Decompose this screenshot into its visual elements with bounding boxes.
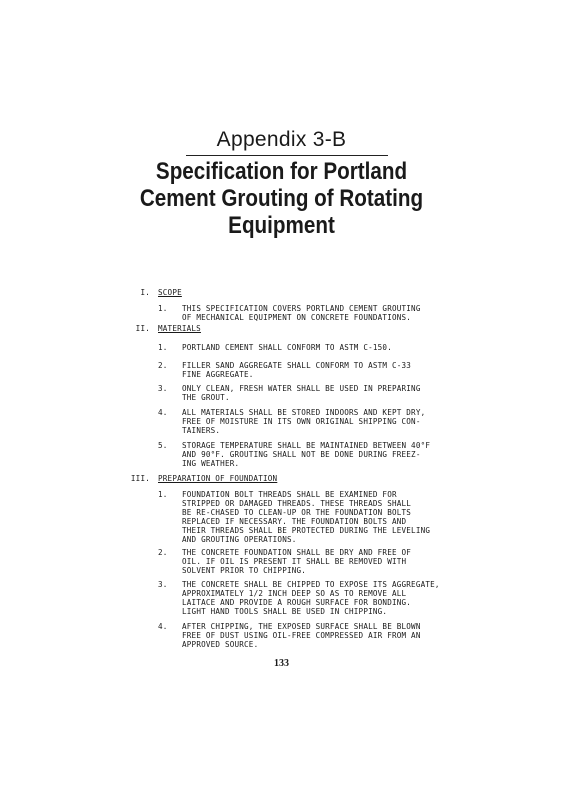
list-item — [182, 408, 482, 435]
item-line: SOLVENT PRIOR TO CHIPPING. — [182, 566, 307, 575]
section-heading-preparation: PREPARATION OF FOUNDATION — [158, 474, 278, 483]
item-number: 4. — [158, 408, 168, 417]
item-line: TAINERS. — [182, 426, 221, 435]
item-line: LIGHT HAND TOOLS SHALL BE USED IN CHIPPING. — [182, 607, 388, 616]
item-line: THEIR THREADS SHALL BE PROTECTED DURING THE LEVELING — [182, 526, 431, 535]
item-number: 1. — [158, 343, 168, 352]
item-number: 3. — [158, 580, 168, 589]
list-item — [182, 548, 482, 575]
item-line: PORTLAND CEMENT SHALL CONFORM TO ASTM C-150. — [182, 343, 392, 352]
item-line: BE RE-CHASED TO CLEAN-UP OR THE FOUNDATION BOLTS — [182, 508, 412, 517]
appendix-label: Appendix 3-B — [216, 128, 347, 151]
list-item — [182, 384, 482, 402]
list-item — [182, 622, 482, 649]
item-line: AFTER CHIPPING, THE EXPOSED SURFACE SHALL BE BLOWN — [182, 622, 421, 631]
list-item — [182, 343, 482, 352]
item-line: ONLY CLEAN, FRESH WATER SHALL BE USED IN PREPARING — [182, 384, 421, 393]
item-line: AND 90°F. GROUTING SHALL NOT BE DONE DURING FREEZ- — [182, 450, 421, 459]
item-line: OIL. IF OIL IS PRESENT IT SHALL BE REMOVED WITH — [182, 557, 407, 566]
item-number: 2. — [158, 548, 168, 557]
item-line: APPROXIMATELY 1/2 INCH DEEP SO AS TO REMOVE ALL — [182, 589, 407, 598]
list-item — [182, 580, 482, 616]
item-line: FREE OF MOISTURE IN ITS OWN ORIGINAL SHIPPING CON- — [182, 417, 421, 426]
item-line: OF MECHANICAL EQUIPMENT ON CONCRETE FOUNDATIONS. — [182, 313, 412, 322]
item-line: REPLACED IF NECESSARY. THE FOUNDATION BOLTS AND — [182, 517, 407, 526]
list-item — [182, 304, 482, 322]
section-heading-materials: MATERIALS — [158, 324, 201, 333]
item-line: FREE OF DUST USING OIL-FREE COMPRESSED AIR FROM AN — [182, 631, 421, 640]
item-number: 2. — [158, 361, 168, 370]
list-item — [182, 490, 482, 544]
item-line: APPROVED SOURCE. — [182, 640, 259, 649]
item-line: FINE AGGREGATE. — [182, 370, 254, 379]
item-line: LAITACE AND PROVIDE A ROUGH SURFACE FOR BONDING. — [182, 598, 412, 607]
item-number: 3. — [158, 384, 168, 393]
page-title — [39, 158, 523, 239]
item-line: THE CONCRETE SHALL BE CHIPPED TO EXPOSE ITS AGGREGATE, — [182, 580, 440, 589]
section-numeral: II. — [135, 324, 150, 333]
item-line: THIS SPECIFICATION COVERS PORTLAND CEMENT GROUTING — [182, 304, 421, 313]
list-item — [182, 441, 482, 468]
item-line: THE CONCRETE FOUNDATION SHALL BE DRY AND FREE OF — [182, 548, 412, 557]
item-number: 5. — [158, 441, 168, 450]
section-numeral: I. — [140, 288, 150, 297]
section-numeral: III. — [130, 474, 150, 483]
item-line: STRIPPED OR DAMAGED THREADS. THESE THREADS SHALL — [182, 499, 412, 508]
item-number: 4. — [158, 622, 168, 631]
item-number: 1. — [158, 490, 168, 499]
page-number: 133 — [274, 658, 289, 669]
item-line: ING WEATHER. — [182, 459, 240, 468]
item-line: FOUNDATION BOLT THREADS SHALL BE EXAMINED FOR — [182, 490, 397, 499]
item-number: 1. — [158, 304, 168, 313]
item-line: STORAGE TEMPERATURE SHALL BE MAINTAINED BETWEEN 40°F — [182, 441, 431, 450]
list-item — [182, 361, 482, 379]
title-rule — [186, 155, 388, 156]
item-line: THE GROUT. — [182, 393, 230, 402]
section-heading-scope: SCOPE — [158, 288, 182, 297]
title-line: Specification for Portland — [155, 158, 408, 185]
title-line: Cement Grouting of Rotating — [139, 185, 424, 212]
title-line: Equipment — [228, 212, 335, 239]
item-line: FILLER SAND AGGREGATE SHALL CONFORM TO ASTM C-33 — [182, 361, 412, 370]
item-line: AND GROUTING OPERATIONS. — [182, 535, 297, 544]
item-line: ALL MATERIALS SHALL BE STORED INDOORS AND KEPT DRY, — [182, 408, 426, 417]
